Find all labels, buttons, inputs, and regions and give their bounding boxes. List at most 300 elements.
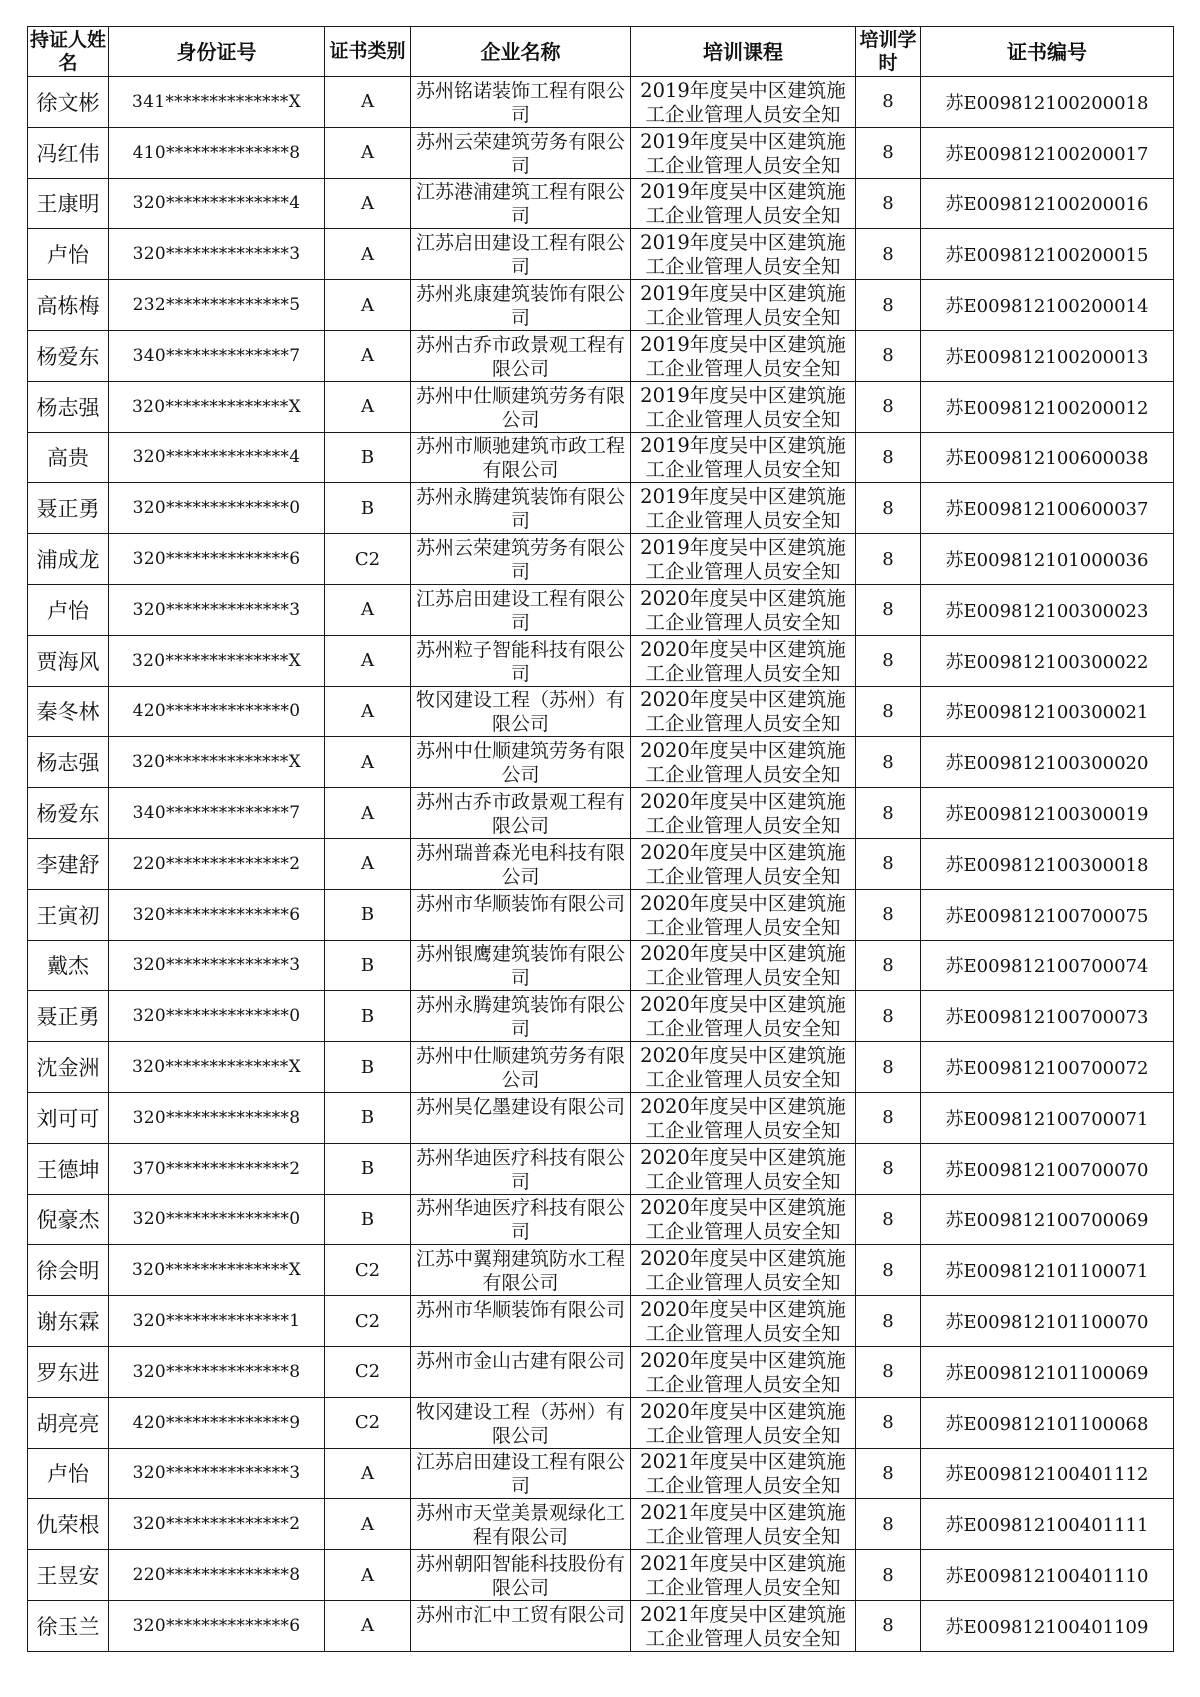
training-hours-cell: 8 — [856, 229, 921, 280]
cert-number-cell: 苏E009812100700074 — [921, 940, 1174, 991]
company-name-text: 江苏启田建设工程有限公司 — [415, 1451, 625, 1497]
cert-type-cell: A — [325, 1499, 411, 1550]
training-hours-cell: 8 — [856, 1194, 921, 1245]
cert-type-cell: A — [325, 381, 411, 432]
table-row — [28, 432, 1174, 483]
training-hours-cell: 8 — [856, 127, 921, 178]
cert-type-cell: A — [325, 229, 411, 280]
holder-name-cell: 谢东霖 — [28, 1296, 109, 1347]
training-hours-cell: 8 — [856, 1499, 921, 1550]
cert-type-cell: B — [325, 1194, 411, 1245]
training-course-text: 2020年度吴中区建筑施工企业管理人员安全知 — [640, 1247, 846, 1294]
cert-type-cell: A — [325, 635, 411, 686]
training-course-cell — [631, 483, 856, 534]
table-row — [28, 838, 1174, 889]
company-name-cell — [411, 1143, 631, 1194]
training-course-text: 2019年度吴中区建筑施工企业管理人员安全知 — [640, 383, 846, 430]
training-hours-cell: 8 — [856, 1397, 921, 1448]
company-name-text: 苏州永腾建筑装饰有限公司 — [415, 486, 625, 532]
training-course-text: 2020年度吴中区建筑施工企业管理人员安全知 — [640, 993, 846, 1040]
company-name-text: 苏州市华顺装饰有限公司 — [415, 1299, 625, 1322]
holder-name-cell: 徐玉兰 — [28, 1600, 109, 1651]
training-course-text: 2020年度吴中区建筑施工企业管理人员安全知 — [640, 790, 846, 837]
holder-name-cell: 倪豪杰 — [28, 1194, 109, 1245]
table-row — [28, 1143, 1174, 1194]
training-course-cell — [631, 178, 856, 229]
company-name-cell — [411, 483, 631, 534]
cert-number-cell: 苏E009812100700069 — [921, 1194, 1174, 1245]
training-hours-cell: 8 — [856, 838, 921, 889]
id-number-cell: 320**************6 — [109, 1600, 325, 1651]
holder-name-cell: 李建舒 — [28, 838, 109, 889]
table-row — [28, 940, 1174, 991]
training-course-cell — [631, 788, 856, 839]
table-row — [28, 1499, 1174, 1550]
cert-number-cell: 苏E009812100600038 — [921, 432, 1174, 483]
company-name-cell — [411, 737, 631, 788]
holder-name-cell: 浦成龙 — [28, 534, 109, 585]
training-course-cell — [631, 940, 856, 991]
training-course-text: 2019年度吴中区建筑施工企业管理人员安全知 — [640, 129, 846, 176]
company-name-cell — [411, 330, 631, 381]
id-number-cell: 420**************9 — [109, 1397, 325, 1448]
company-name-text: 苏州市顺驰建筑市政工程有限公司 — [415, 435, 625, 481]
cert-type-cell: C2 — [325, 1245, 411, 1296]
cert-number-cell: 苏E009812100200013 — [921, 330, 1174, 381]
training-course-cell — [631, 280, 856, 331]
id-number-cell: 320**************4 — [109, 432, 325, 483]
training-course-text: 2020年度吴中区建筑施工企业管理人员安全知 — [640, 1145, 846, 1192]
cert-type-cell: C2 — [325, 1296, 411, 1347]
training-course-cell — [631, 1499, 856, 1550]
training-course-text: 2021年度吴中区建筑施工企业管理人员安全知 — [640, 1450, 846, 1497]
id-number-cell: 320**************3 — [109, 940, 325, 991]
training-course-text: 2020年度吴中区建筑施工企业管理人员安全知 — [640, 1044, 846, 1091]
cert-number-cell: 苏E009812100600037 — [921, 483, 1174, 534]
training-hours-cell: 8 — [856, 686, 921, 737]
training-course-cell — [631, 1550, 856, 1601]
holder-name-cell: 仇荣根 — [28, 1499, 109, 1550]
company-name-text: 苏州华迪医疗科技有限公司 — [415, 1197, 625, 1243]
company-name-text: 苏州铭诺装饰工程有限公司 — [415, 79, 625, 125]
training-hours-cell: 8 — [856, 1042, 921, 1093]
cert-number-cell: 苏E009812101100069 — [921, 1346, 1174, 1397]
holder-name-cell: 刘可可 — [28, 1092, 109, 1143]
table-row — [28, 889, 1174, 940]
company-name-text: 牧冈建设工程（苏州）有限公司 — [415, 689, 625, 735]
training-course-cell — [631, 432, 856, 483]
training-course-cell — [631, 229, 856, 280]
training-course-text: 2021年度吴中区建筑施工企业管理人员安全知 — [640, 1602, 846, 1649]
cert-number-cell: 苏E009812100200014 — [921, 280, 1174, 331]
training-course-text: 2019年度吴中区建筑施工企业管理人员安全知 — [640, 536, 846, 583]
cert-type-cell: B — [325, 1143, 411, 1194]
table-row — [28, 737, 1174, 788]
cert-number-cell: 苏E009812100300018 — [921, 838, 1174, 889]
training-course-cell — [631, 1448, 856, 1499]
holder-name-cell: 胡亮亮 — [28, 1397, 109, 1448]
training-hours-cell: 8 — [856, 534, 921, 585]
cert-type-cell: B — [325, 991, 411, 1042]
company-name-text: 苏州市汇中工贸有限公司 — [415, 1603, 625, 1626]
training-hours-cell: 8 — [856, 737, 921, 788]
training-hours-cell: 8 — [856, 1245, 921, 1296]
cert-number-cell: 苏E009812100200012 — [921, 381, 1174, 432]
company-name-cell — [411, 940, 631, 991]
cert-type-cell: A — [325, 838, 411, 889]
company-name-cell — [411, 788, 631, 839]
company-name-cell — [411, 1499, 631, 1550]
cert-type-cell: C2 — [325, 1397, 411, 1448]
company-name-text: 苏州永腾建筑装饰有限公司 — [415, 994, 625, 1040]
cert-type-cell: B — [325, 432, 411, 483]
company-name-cell — [411, 635, 631, 686]
training-course-text: 2020年度吴中区建筑施工企业管理人员安全知 — [640, 688, 846, 735]
id-number-cell: 320**************0 — [109, 1194, 325, 1245]
training-hours-cell: 8 — [856, 77, 921, 128]
company-name-cell — [411, 178, 631, 229]
table-row — [28, 1448, 1174, 1499]
training-course-cell — [631, 686, 856, 737]
cert-type-cell: A — [325, 178, 411, 229]
training-course-cell — [631, 1092, 856, 1143]
cert-number-cell: 苏E009812100200016 — [921, 178, 1174, 229]
company-name-cell — [411, 1042, 631, 1093]
company-name-cell — [411, 381, 631, 432]
holder-name-cell: 高贵 — [28, 432, 109, 483]
training-hours-cell: 8 — [856, 1346, 921, 1397]
id-number-cell: 320**************6 — [109, 534, 325, 585]
table-body — [28, 77, 1174, 1652]
table-row — [28, 330, 1174, 381]
company-name-text: 苏州古乔市政景观工程有限公司 — [415, 333, 625, 379]
cert-number-cell: 苏E009812100700071 — [921, 1092, 1174, 1143]
table-row — [28, 584, 1174, 635]
training-hours-cell: 8 — [856, 788, 921, 839]
training-hours-cell: 8 — [856, 483, 921, 534]
company-name-cell — [411, 838, 631, 889]
cert-type-cell: B — [325, 940, 411, 991]
training-course-cell — [631, 1296, 856, 1347]
cert-number-cell: 苏E009812100700070 — [921, 1143, 1174, 1194]
holder-name-cell: 徐会明 — [28, 1245, 109, 1296]
table-row — [28, 381, 1174, 432]
table-row — [28, 1397, 1174, 1448]
training-hours-cell: 8 — [856, 1600, 921, 1651]
id-number-cell: 320**************3 — [109, 1448, 325, 1499]
training-course-text: 2021年度吴中区建筑施工企业管理人员安全知 — [640, 1501, 846, 1548]
cert-number-cell: 苏E009812100300020 — [921, 737, 1174, 788]
header-company-name: 企业名称 — [411, 27, 631, 77]
id-number-cell: 320**************1 — [109, 1296, 325, 1347]
cert-type-cell: A — [325, 1600, 411, 1651]
training-course-cell — [631, 1245, 856, 1296]
cert-type-cell: B — [325, 1092, 411, 1143]
id-number-cell: 410**************8 — [109, 127, 325, 178]
holder-name-cell: 卢怡 — [28, 584, 109, 635]
table-row — [28, 1346, 1174, 1397]
company-name-cell — [411, 127, 631, 178]
company-name-cell — [411, 1346, 631, 1397]
holder-name-cell: 王寅初 — [28, 889, 109, 940]
cert-number-cell: 苏E009812100300019 — [921, 788, 1174, 839]
id-number-cell: 320**************X — [109, 737, 325, 788]
training-course-text: 2019年度吴中区建筑施工企业管理人员安全知 — [640, 180, 846, 227]
id-number-cell: 320**************0 — [109, 991, 325, 1042]
cert-number-cell: 苏E009812100700072 — [921, 1042, 1174, 1093]
holder-name-cell: 秦冬林 — [28, 686, 109, 737]
cert-number-cell: 苏E009812101100070 — [921, 1296, 1174, 1347]
company-name-cell — [411, 1194, 631, 1245]
company-name-text: 江苏港浦建筑工程有限公司 — [415, 181, 625, 227]
training-course-text: 2020年度吴中区建筑施工企业管理人员安全知 — [640, 891, 846, 938]
cert-number-cell: 苏E009812100300023 — [921, 584, 1174, 635]
cert-type-cell: A — [325, 1550, 411, 1601]
company-name-text: 苏州粒子智能科技有限公司 — [415, 638, 625, 684]
cert-type-cell: A — [325, 737, 411, 788]
cert-number-cell: 苏E009812101100071 — [921, 1245, 1174, 1296]
cert-number-cell: 苏E009812101000036 — [921, 534, 1174, 585]
cert-number-cell: 苏E009812100401112 — [921, 1448, 1174, 1499]
holder-name-cell: 聂正勇 — [28, 991, 109, 1042]
company-name-cell — [411, 77, 631, 128]
training-course-text: 2020年度吴中区建筑施工企业管理人员安全知 — [640, 840, 846, 887]
training-hours-cell: 8 — [856, 280, 921, 331]
company-name-cell — [411, 991, 631, 1042]
training-hours-cell: 8 — [856, 889, 921, 940]
id-number-cell: 340**************7 — [109, 788, 325, 839]
training-course-text: 2019年度吴中区建筑施工企业管理人员安全知 — [640, 332, 846, 379]
id-number-cell: 320**************3 — [109, 584, 325, 635]
company-name-text: 苏州昊亿墨建设有限公司 — [415, 1095, 625, 1118]
training-course-text: 2020年度吴中区建筑施工企业管理人员安全知 — [640, 1399, 846, 1446]
table-row — [28, 77, 1174, 128]
training-hours-cell: 8 — [856, 991, 921, 1042]
company-name-cell — [411, 1550, 631, 1601]
holder-name-cell: 杨爱东 — [28, 330, 109, 381]
training-hours-cell: 8 — [856, 381, 921, 432]
table-row — [28, 280, 1174, 331]
training-hours-cell: 8 — [856, 1092, 921, 1143]
training-course-cell — [631, 737, 856, 788]
training-course-text: 2020年度吴中区建筑施工企业管理人员安全知 — [640, 637, 846, 684]
holder-name-cell: 卢怡 — [28, 229, 109, 280]
training-hours-cell: 8 — [856, 1550, 921, 1601]
holder-name-cell: 王德坤 — [28, 1143, 109, 1194]
cert-number-cell: 苏E009812101100068 — [921, 1397, 1174, 1448]
table-row — [28, 1194, 1174, 1245]
header-cert-number: 证书编号 — [921, 27, 1174, 77]
id-number-cell: 232**************5 — [109, 280, 325, 331]
cert-type-cell: A — [325, 686, 411, 737]
company-name-text: 苏州银鹰建筑装饰有限公司 — [415, 943, 625, 989]
company-name-text: 苏州市华顺装饰有限公司 — [415, 892, 625, 915]
id-number-cell: 370**************2 — [109, 1143, 325, 1194]
training-course-cell — [631, 77, 856, 128]
header-row — [28, 27, 1174, 77]
training-course-cell — [631, 330, 856, 381]
company-name-cell — [411, 584, 631, 635]
cert-type-cell: B — [325, 1042, 411, 1093]
holder-name-cell: 卢怡 — [28, 1448, 109, 1499]
training-course-text: 2020年度吴中区建筑施工企业管理人员安全知 — [640, 1298, 846, 1345]
training-hours-cell: 8 — [856, 635, 921, 686]
id-number-cell: 220**************2 — [109, 838, 325, 889]
holder-name-cell: 罗东进 — [28, 1346, 109, 1397]
company-name-text: 苏州云荣建筑劳务有限公司 — [415, 537, 625, 583]
company-name-cell — [411, 1600, 631, 1651]
training-course-text: 2019年度吴中区建筑施工企业管理人员安全知 — [640, 231, 846, 278]
id-number-cell: 220**************8 — [109, 1550, 325, 1601]
training-course-text: 2019年度吴中区建筑施工企业管理人员安全知 — [640, 282, 846, 329]
holder-name-cell: 聂正勇 — [28, 483, 109, 534]
cert-number-cell: 苏E009812100300021 — [921, 686, 1174, 737]
company-name-cell — [411, 280, 631, 331]
training-hours-cell: 8 — [856, 330, 921, 381]
id-number-cell: 320**************X — [109, 1042, 325, 1093]
training-hours-cell: 8 — [856, 1296, 921, 1347]
header-id-number: 身份证号 — [109, 27, 325, 77]
id-number-cell: 320**************X — [109, 381, 325, 432]
holder-name-cell: 杨志强 — [28, 381, 109, 432]
training-course-text: 2020年度吴中区建筑施工企业管理人员安全知 — [640, 1348, 846, 1395]
company-name-cell — [411, 1448, 631, 1499]
cert-type-cell: B — [325, 889, 411, 940]
company-name-cell — [411, 1245, 631, 1296]
header-training-course: 培训课程 — [631, 27, 856, 77]
training-course-cell — [631, 838, 856, 889]
table-row — [28, 788, 1174, 839]
training-course-text: 2020年度吴中区建筑施工企业管理人员安全知 — [640, 1196, 846, 1243]
training-course-cell — [631, 127, 856, 178]
id-number-cell: 320**************8 — [109, 1346, 325, 1397]
id-number-cell: 420**************0 — [109, 686, 325, 737]
company-name-text: 苏州华迪医疗科技有限公司 — [415, 1146, 625, 1192]
cert-type-cell: A — [325, 788, 411, 839]
table-row — [28, 229, 1174, 280]
training-hours-cell: 8 — [856, 940, 921, 991]
id-number-cell: 341**************X — [109, 77, 325, 128]
table-row — [28, 1042, 1174, 1093]
training-course-cell — [631, 889, 856, 940]
holder-name-cell: 徐文彬 — [28, 77, 109, 128]
table-row — [28, 534, 1174, 585]
holder-name-cell: 戴杰 — [28, 940, 109, 991]
table-row — [28, 1092, 1174, 1143]
company-name-text: 苏州云荣建筑劳务有限公司 — [415, 130, 625, 176]
cert-type-cell: A — [325, 77, 411, 128]
training-course-text: 2019年度吴中区建筑施工企业管理人员安全知 — [640, 78, 846, 125]
training-course-text: 2019年度吴中区建筑施工企业管理人员安全知 — [640, 485, 846, 532]
id-number-cell: 320**************2 — [109, 1499, 325, 1550]
id-number-cell: 320**************6 — [109, 889, 325, 940]
company-name-text: 苏州朝阳智能科技股份有限公司 — [415, 1553, 625, 1598]
cert-type-cell: A — [325, 127, 411, 178]
id-number-cell: 320**************8 — [109, 1092, 325, 1143]
company-name-text: 苏州兆康建筑装饰有限公司 — [415, 283, 625, 329]
table-row — [28, 483, 1174, 534]
training-course-cell — [631, 534, 856, 585]
cert-type-cell: A — [325, 584, 411, 635]
header-cert-type: 证书类别 — [325, 27, 411, 77]
holder-name-cell: 杨志强 — [28, 737, 109, 788]
training-course-text: 2020年度吴中区建筑施工企业管理人员安全知 — [640, 1094, 846, 1141]
training-hours-cell: 8 — [856, 584, 921, 635]
training-course-cell — [631, 1397, 856, 1448]
company-name-text: 江苏启田建设工程有限公司 — [415, 587, 625, 633]
training-hours-cell: 8 — [856, 1143, 921, 1194]
cert-type-cell: C2 — [325, 534, 411, 585]
company-name-cell — [411, 432, 631, 483]
holder-name-cell: 贾海风 — [28, 635, 109, 686]
table-row — [28, 686, 1174, 737]
cert-type-cell: C2 — [325, 1346, 411, 1397]
company-name-cell — [411, 534, 631, 585]
company-name-cell — [411, 1092, 631, 1143]
company-name-text: 江苏启田建设工程有限公司 — [415, 232, 625, 278]
id-number-cell: 320**************3 — [109, 229, 325, 280]
training-course-cell — [631, 584, 856, 635]
training-course-cell — [631, 381, 856, 432]
training-course-cell — [631, 1346, 856, 1397]
cert-number-cell: 苏E009812100401111 — [921, 1499, 1174, 1550]
company-name-text: 苏州瑞普森光电科技有限公司 — [415, 841, 625, 887]
id-number-cell: 320**************X — [109, 635, 325, 686]
cert-number-cell: 苏E009812100401110 — [921, 1550, 1174, 1601]
cert-number-cell: 苏E009812100300022 — [921, 635, 1174, 686]
cert-number-cell: 苏E009812100200018 — [921, 77, 1174, 128]
training-course-cell — [631, 1600, 856, 1651]
table-row — [28, 1296, 1174, 1347]
cert-number-cell: 苏E009812100700075 — [921, 889, 1174, 940]
company-name-text: 苏州中仕顺建筑劳务有限公司 — [415, 740, 625, 786]
table-row — [28, 991, 1174, 1042]
id-number-cell: 340**************7 — [109, 330, 325, 381]
training-course-text: 2020年度吴中区建筑施工企业管理人员安全知 — [640, 942, 846, 989]
training-course-text: 2020年度吴中区建筑施工企业管理人员安全知 — [640, 586, 846, 633]
table-header — [28, 27, 1174, 77]
company-name-cell — [411, 1296, 631, 1347]
training-course-cell — [631, 1143, 856, 1194]
company-name-text: 苏州中仕顺建筑劳务有限公司 — [415, 384, 625, 430]
table-row — [28, 1550, 1174, 1601]
table-row — [28, 127, 1174, 178]
training-course-cell — [631, 635, 856, 686]
training-course-cell — [631, 1194, 856, 1245]
header-holder-name: 持证人姓名 — [28, 27, 109, 77]
certificate-table — [27, 26, 1174, 1652]
holder-name-cell: 高栋梅 — [28, 280, 109, 331]
training-hours-cell: 8 — [856, 432, 921, 483]
cert-type-cell: A — [325, 1448, 411, 1499]
id-number-cell: 320**************4 — [109, 178, 325, 229]
holder-name-cell: 王昱安 — [28, 1550, 109, 1601]
id-number-cell: 320**************X — [109, 1245, 325, 1296]
table-row — [28, 178, 1174, 229]
training-course-text: 2021年度吴中区建筑施工企业管理人员安全知 — [640, 1552, 846, 1598]
training-course-cell — [631, 1042, 856, 1093]
cert-number-cell: 苏E009812100200015 — [921, 229, 1174, 280]
table-row — [28, 1600, 1174, 1651]
training-hours-cell: 8 — [856, 178, 921, 229]
cert-type-cell: A — [325, 330, 411, 381]
training-course-cell — [631, 991, 856, 1042]
company-name-cell — [411, 1397, 631, 1448]
holder-name-cell: 沈金洲 — [28, 1042, 109, 1093]
holder-name-cell: 王康明 — [28, 178, 109, 229]
company-name-cell — [411, 889, 631, 940]
training-hours-cell: 8 — [856, 1448, 921, 1499]
